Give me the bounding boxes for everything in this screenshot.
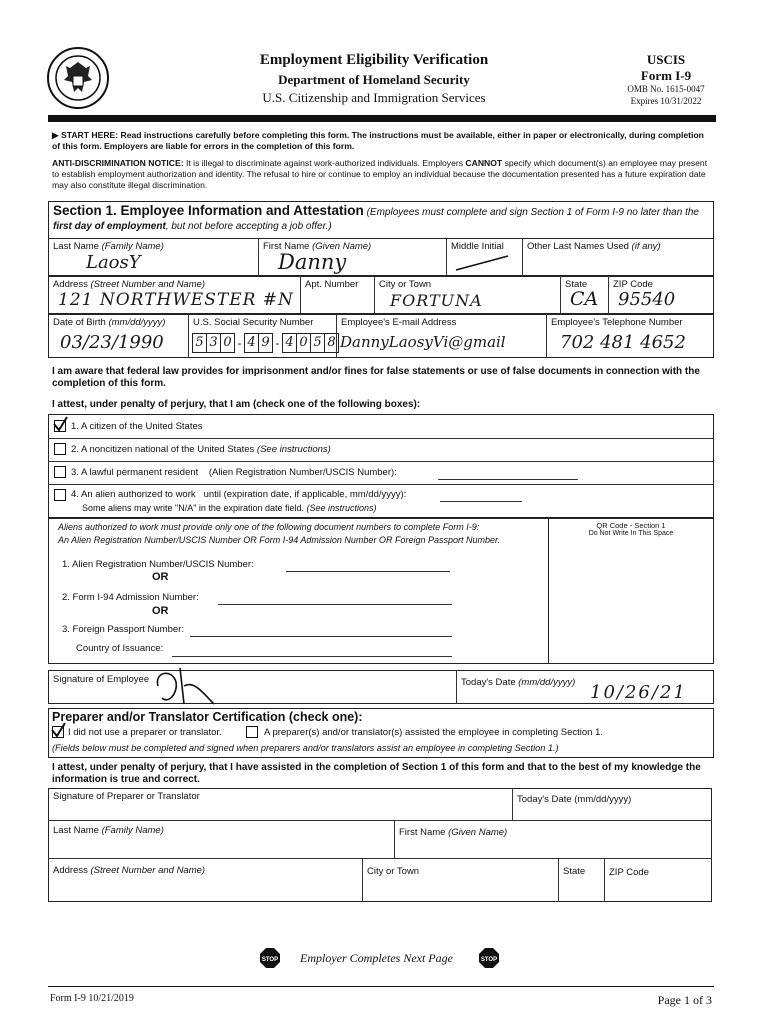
preparer-city-label: City or Town bbox=[367, 866, 420, 877]
option-2-checkbox[interactable] bbox=[54, 443, 66, 455]
employee-signature[interactable] bbox=[150, 664, 220, 706]
stop-icon bbox=[259, 947, 281, 969]
preparer-note: (Fields below must be completed and signed when preparers and/or translators assist an employee in completing Section 1.) bbox=[52, 743, 559, 753]
middle-initial-label: Middle Initial bbox=[451, 241, 504, 252]
address-label: Address (Street Number and Name) bbox=[53, 279, 206, 290]
start-here: ▶ START HERE: Read instructions carefully before completing this form. The instructions must be available, either in paper or electronically, during completion of this form. Employers are liable for errors in the completion of this form. bbox=[52, 130, 704, 151]
section1-subtitle-a: (Employees must complete and sign Section 1 of Form I-9 no later than the bbox=[366, 207, 699, 218]
option-4-label: 4. An alien authorized to work until (expiration date, if applicable, mm/dd/yyyy): bbox=[71, 489, 407, 500]
svg-text:STOP: STOP bbox=[261, 957, 279, 963]
ssn-digit: 8 bbox=[325, 333, 339, 353]
ssn-digit: 4 bbox=[282, 333, 297, 353]
doc1-input-line[interactable] bbox=[286, 571, 450, 572]
preparer-fields bbox=[48, 788, 712, 902]
first-name-field[interactable]: Danny bbox=[278, 250, 347, 274]
qr-code-box bbox=[548, 518, 714, 664]
ssn-digit: 5 bbox=[311, 333, 325, 353]
state-label: State bbox=[565, 279, 588, 290]
doc3-input-line[interactable] bbox=[190, 636, 452, 637]
section1-subtitle-b: first day of employment bbox=[53, 221, 166, 232]
today-date-field[interactable]: 10/26/21 bbox=[590, 682, 687, 703]
preparer-signature-label: Signature of Preparer or Translator bbox=[53, 791, 200, 802]
city-field[interactable]: FORTUNA bbox=[390, 291, 483, 310]
uscis-label: USCIS bbox=[646, 52, 686, 67]
footer-rule bbox=[48, 986, 714, 987]
state-field[interactable]: CA bbox=[570, 288, 599, 310]
form-title: Employment Eligibility Verification bbox=[259, 52, 489, 68]
country-label: Country of Issuance: bbox=[76, 643, 164, 654]
option-1-checkmark bbox=[50, 414, 70, 434]
first-name-label: First Name (Given Name) bbox=[263, 241, 372, 252]
email-label: Employee's E-mail Address bbox=[341, 317, 457, 328]
dob-label: Date of Birth (mm/dd/yyyy) bbox=[53, 317, 166, 328]
preparer-zip-label: ZIP Code bbox=[609, 867, 649, 878]
preparer-first-name-label: First Name (Given Name) bbox=[399, 827, 508, 838]
preparer-opt1-label: I did not use a preparer or translator. bbox=[68, 727, 222, 738]
department: Department of Homeland Security bbox=[278, 72, 470, 87]
email-field[interactable]: DannyLaosyVi@gmail bbox=[340, 333, 506, 351]
middle-initial-stroke bbox=[452, 252, 512, 274]
last-name-field[interactable]: LaosY bbox=[86, 252, 141, 273]
doc2-input-line[interactable] bbox=[218, 604, 452, 605]
option-1-label: 1. A citizen of the United States bbox=[71, 421, 203, 432]
address-field[interactable]: 121 NORTHWESTER #N bbox=[58, 290, 294, 310]
ssn-digit: 0 bbox=[297, 333, 311, 353]
ssn-field[interactable]: 5 3 0 - 4 9 - 4 0 5 8 bbox=[192, 333, 339, 353]
preparer-heading: Preparer and/or Translator Certification (check one): bbox=[52, 710, 363, 724]
anti-cannot: CANNOT bbox=[465, 158, 503, 168]
svg-text:STOP: STOP bbox=[480, 957, 498, 963]
doc3-label: 3. Foreign Passport Number: bbox=[62, 624, 184, 635]
anti-text-1: It is illegal to discriminate against work-authorized individuals. Employers bbox=[186, 158, 464, 168]
ssn-digit: 0 bbox=[221, 333, 235, 353]
preparer-state-label: State bbox=[563, 866, 586, 877]
preparer-opt2-checkbox[interactable] bbox=[246, 726, 258, 738]
header-rule bbox=[48, 115, 716, 122]
city-label: City or Town bbox=[379, 279, 432, 290]
phone-label: Employee's Telephone Number bbox=[551, 317, 683, 328]
option-3-checkbox[interactable] bbox=[54, 466, 66, 478]
today-date-label: Today's Date (mm/dd/yyyy) bbox=[461, 677, 576, 688]
last-name-label: Last Name (Family Name) bbox=[53, 241, 164, 252]
ssn-digit: 5 bbox=[192, 333, 207, 353]
anti-label: ANTI-DISCRIMINATION NOTICE: bbox=[52, 158, 184, 168]
omb-number: OMB No. 1615-0047 bbox=[627, 84, 705, 94]
doc2-label: 2. Form I-94 Admission Number: bbox=[62, 592, 199, 603]
aliens-line2: An Alien Registration Number/USCIS Number OR Form I-94 Admission Number OR Foreign Passport Number. bbox=[58, 535, 501, 545]
option-4-date-line[interactable] bbox=[440, 501, 522, 502]
attest-statement: I attest, under penalty of perjury, that I am (check one of the following boxes): bbox=[52, 399, 421, 410]
other-last-names-label: Other Last Names Used (if any) bbox=[527, 241, 661, 252]
ssn-label: U.S. Social Security Number bbox=[193, 317, 314, 328]
phone-field[interactable]: 702 481 4652 bbox=[560, 332, 686, 353]
preparer-date-label: Today's Date (mm/dd/yyyy) bbox=[517, 794, 632, 805]
page-number: Page 1 of 3 bbox=[657, 993, 712, 1007]
preparer-opt2-label: A preparer(s) and/or translator(s) assisted the employee in completing Section 1. bbox=[264, 727, 603, 738]
form-number: Form I-9 bbox=[640, 68, 692, 83]
qr-note: Do Not Write In This Space bbox=[588, 530, 674, 537]
ssn-digit: 9 bbox=[259, 333, 273, 353]
option-4-note: Some aliens may write "N/A" in the expiration date field. (See instructions) bbox=[82, 503, 377, 513]
zip-label: ZIP Code bbox=[613, 279, 653, 290]
anti-discrimination-notice bbox=[52, 158, 712, 191]
employer-next-page: Employer Completes Next Page bbox=[300, 951, 453, 965]
option-4-checkbox[interactable] bbox=[54, 489, 66, 501]
option-3-input-line[interactable] bbox=[438, 479, 578, 480]
preparer-attest: I attest, under penalty of perjury, that I have assisted in the completion of Section 1 of this form and that to the best of my knowledge the information is true and correct. bbox=[52, 762, 701, 785]
ssn-digit: 4 bbox=[244, 333, 259, 353]
ssn-digit: 3 bbox=[207, 333, 221, 353]
stop-icon bbox=[478, 947, 500, 969]
qr-title: QR Code - Section 1 bbox=[596, 521, 666, 530]
dhs-seal bbox=[46, 46, 110, 110]
dob-field[interactable]: 03/23/1990 bbox=[60, 332, 164, 353]
country-input-line[interactable] bbox=[172, 656, 452, 657]
section1-header-box bbox=[48, 201, 714, 239]
apt-label: Apt. Number bbox=[305, 279, 359, 290]
section1-subtitle-c: , but not before accepting a job offer.) bbox=[165, 221, 332, 232]
or-1: OR bbox=[152, 571, 169, 583]
doc1-label: 1. Alien Registration Number/USCIS Number: bbox=[62, 559, 254, 570]
section1-heading: Section 1. Employee Information and Attestation bbox=[53, 203, 364, 218]
option-3-label: 3. A lawful permanent resident (Alien Registration Number/USCIS Number): bbox=[71, 467, 397, 478]
or-2: OR bbox=[152, 605, 169, 617]
aliens-line1: Aliens authorized to work must provide only one of the following document numbers to complete Form I-9: bbox=[58, 522, 480, 532]
option-2-label: 2. A noncitizen national of the United States (See instructions) bbox=[71, 444, 331, 455]
federal-law-notice: I am aware that federal law provides for imprisonment and/or fines for false statements or use of false documents in connection with the completion of this form. bbox=[52, 366, 700, 389]
zip-field[interactable]: 95540 bbox=[618, 289, 676, 310]
preparer-address-label: Address (Street Number and Name) bbox=[53, 865, 206, 876]
expiration: Expires 10/31/2022 bbox=[630, 96, 702, 106]
agency: U.S. Citizenship and Immigration Services bbox=[262, 90, 486, 105]
form-edition: Form I-9 10/21/2019 bbox=[50, 993, 134, 1004]
preparer-opt1-checkmark bbox=[48, 720, 68, 740]
anti-text-2: specify which document(s) an employee may present to establish employment authorization and identity. The refusal to hire or continue to employ an individual because the documentation presented has a future expiration date may also constitute illegal discrimination. bbox=[52, 158, 708, 190]
preparer-last-name-label: Last Name (Family Name) bbox=[53, 825, 164, 836]
signature-label: Signature of Employee bbox=[53, 674, 150, 685]
